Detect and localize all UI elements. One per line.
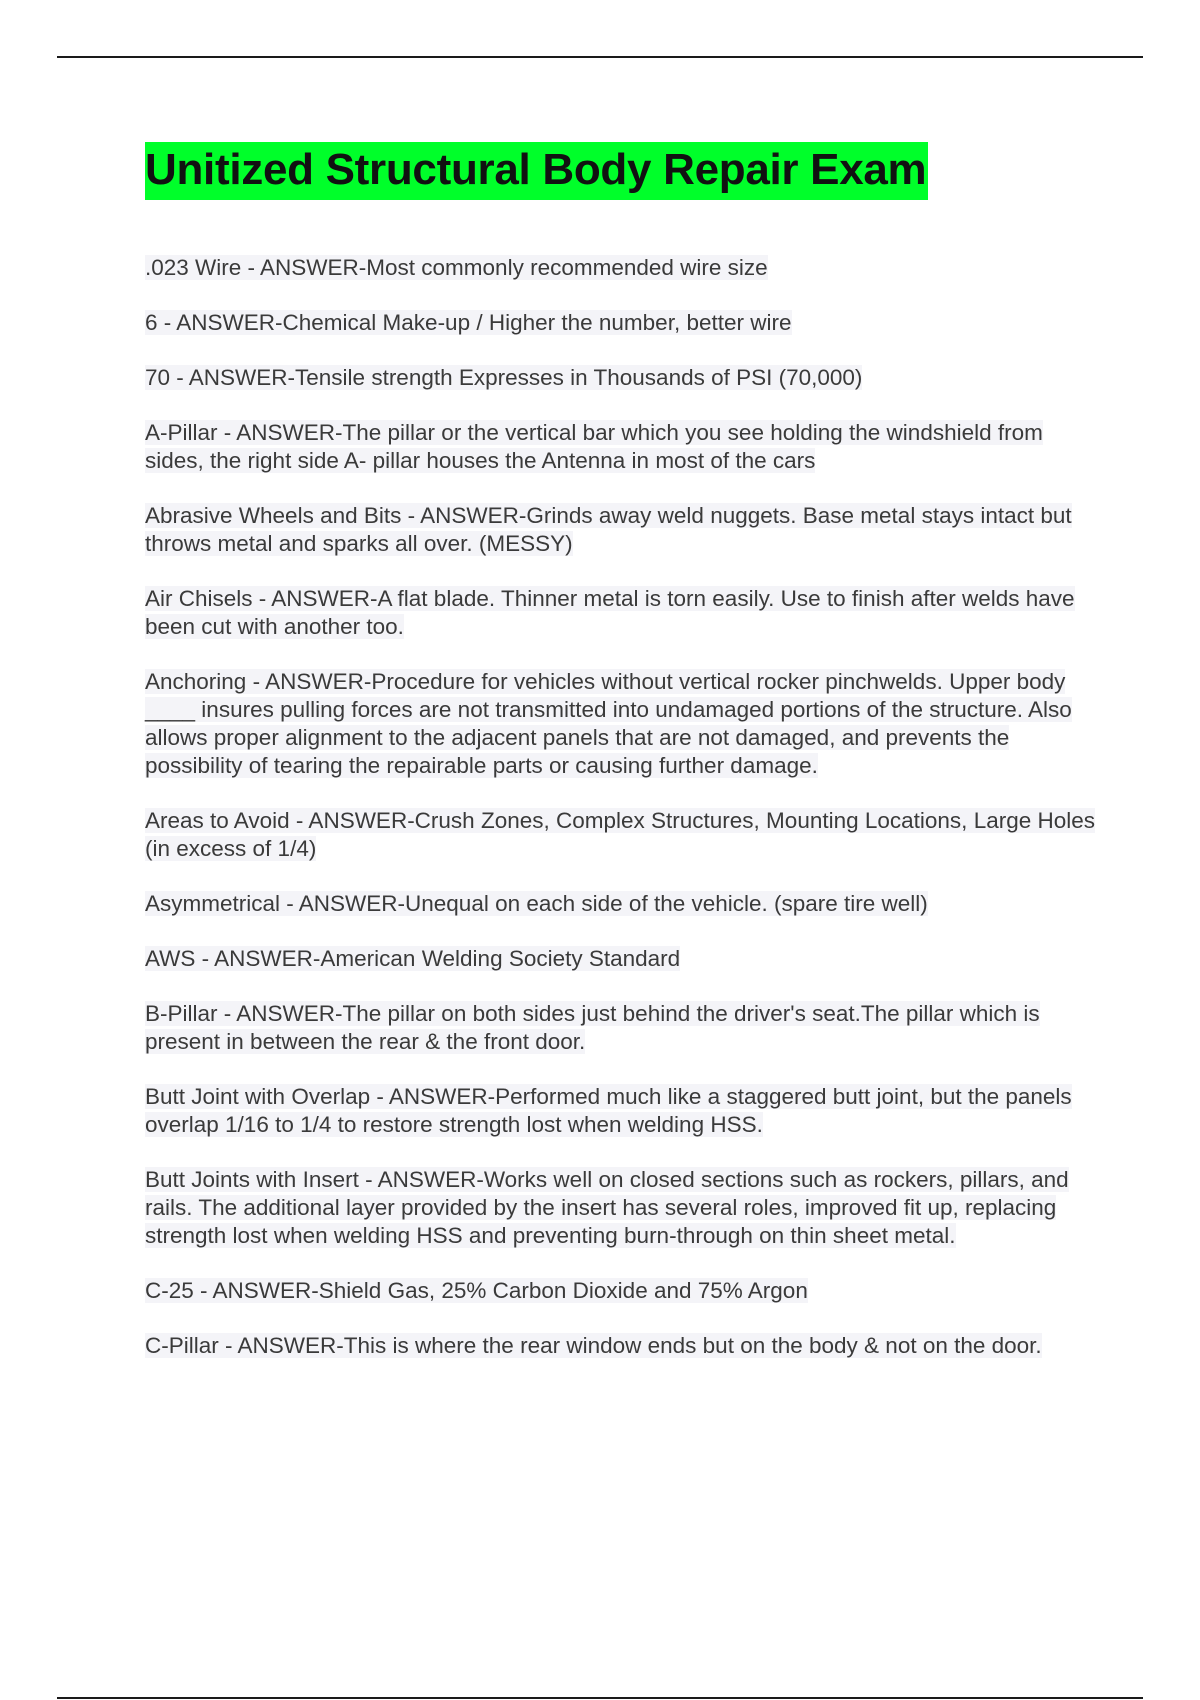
qa-entry [145, 668, 1095, 780]
top-rule [57, 56, 1143, 58]
qa-list [145, 254, 1095, 1360]
qa-entry [145, 945, 1095, 973]
qa-entry [145, 890, 1095, 918]
qa-entry [145, 254, 1095, 282]
qa-entry-text: Butt Joint with Overlap - ANSWER-Performed much like a staggered butt joint, but the panels overlap 1/16 to 1/4 to restore strength lost when welding HSS. [145, 1084, 1072, 1137]
qa-entry [145, 419, 1095, 475]
qa-entry [145, 502, 1095, 558]
qa-entry-text: A-Pillar - ANSWER-The pillar or the vertical bar which you see holding the windshield from sides, the right side A- pillar houses the Antenna in most of the cars [145, 420, 1043, 473]
qa-entry [145, 585, 1095, 641]
qa-entry-text: Anchoring - ANSWER-Procedure for vehicles without vertical rocker pinchwelds. Upper body ____ insures pulling forces are not transmitted into undamaged portions of the structure. Also allows proper alignment to the adjacent panels that are not damaged, and prevents the possibility of tearing the repairable parts or causing further damage. [145, 669, 1072, 778]
qa-entry-text: 70 - ANSWER-Tensile strength Expresses in Thousands of PSI (70,000) [145, 365, 863, 390]
document-title: Unitized Structural Body Repair Exam [145, 142, 928, 200]
qa-entry [145, 1083, 1095, 1139]
qa-entry-text: .023 Wire - ANSWER-Most commonly recommended wire size [145, 255, 768, 280]
qa-entry [145, 1166, 1095, 1250]
qa-entry [145, 1332, 1095, 1360]
qa-entry [145, 1277, 1095, 1305]
qa-entry-text: C-Pillar - ANSWER-This is where the rear window ends but on the body & not on the door. [145, 1333, 1042, 1358]
qa-entry [145, 807, 1095, 863]
qa-entry [145, 364, 1095, 392]
qa-entry-text: Areas to Avoid - ANSWER-Crush Zones, Complex Structures, Mounting Locations, Large Holes (in excess of 1/4) [145, 808, 1096, 861]
qa-entry-text: Abrasive Wheels and Bits - ANSWER-Grinds away weld nuggets. Base metal stays intact but throws metal and sparks all over. (MESSY) [145, 503, 1072, 556]
qa-entry-text: AWS - ANSWER-American Welding Society Standard [145, 946, 681, 971]
qa-entry-text: Butt Joints with Insert - ANSWER-Works well on closed sections such as rockers, pillars, and rails. The additional layer provided by the insert has several roles, improved fit up, replacing strength lost when welding HSS and preventing burn-through on thin sheet metal. [145, 1167, 1069, 1248]
qa-entry [145, 1000, 1095, 1056]
qa-entry-text: Asymmetrical - ANSWER-Unequal on each side of the vehicle. (spare tire well) [145, 891, 928, 916]
qa-entry-text: 6 - ANSWER-Chemical Make-up / Higher the number, better wire [145, 310, 792, 335]
qa-entry-text: B-Pillar - ANSWER-The pillar on both sides just behind the driver's seat.The pillar which is present in between the rear & the front door. [145, 1001, 1040, 1054]
document-body [145, 142, 1095, 1387]
qa-entry-text: C-25 - ANSWER-Shield Gas, 25% Carbon Dioxide and 75% Argon [145, 1278, 808, 1303]
qa-entry-text: Air Chisels - ANSWER-A flat blade. Thinner metal is torn easily. Use to finish after welds have been cut with another too. [145, 586, 1075, 639]
qa-entry [145, 309, 1095, 337]
bottom-rule [57, 1697, 1143, 1699]
